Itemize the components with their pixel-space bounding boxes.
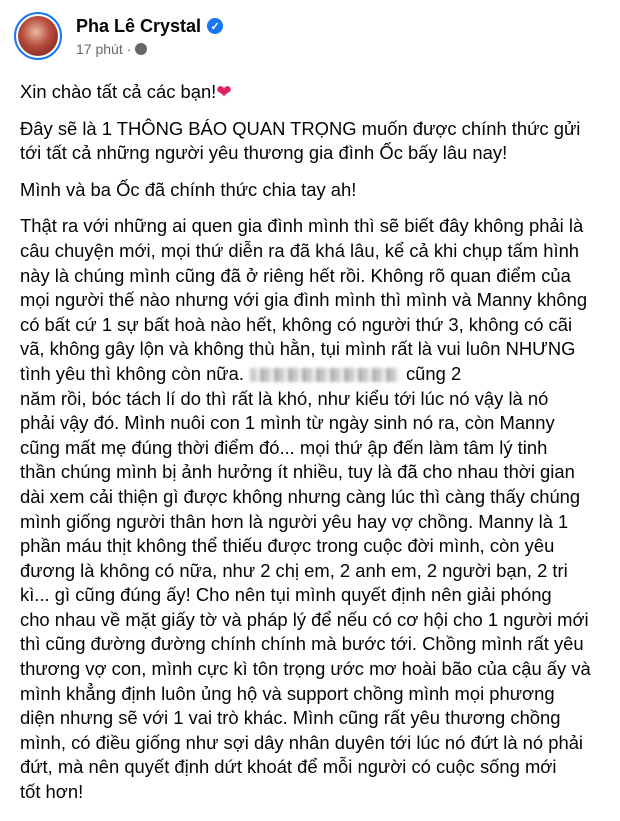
line-text: mình khẳng định luôn ủng hộ và support chồng mình mọi phương: [20, 682, 555, 704]
line-text: Mình và ba Ốc đã chính thức chia tay ah!: [20, 178, 357, 200]
avatar[interactable]: [14, 12, 62, 60]
text-line: [20, 583, 591, 608]
text-line: [20, 608, 591, 633]
post-paragraph: [20, 117, 591, 166]
line-text: cho nhau về mặt giấy tờ và pháp lý để nếu có cơ hội cho 1 người mới: [20, 608, 589, 630]
text-line: [20, 264, 591, 289]
line-text: đứt, mà nên quyết định dứt khoát để mỗi người có cuộc sống mới: [20, 756, 557, 778]
text-line: [20, 313, 591, 338]
line-text: dài xem cải thiện gì được không nhưng càng lúc thì càng thấy chúng: [20, 485, 581, 507]
line-text: thương vợ con, mình cực kì tôn trọng ước mơ hoài bão của cậu ấy và: [20, 658, 591, 680]
post-paragraph: [20, 214, 591, 804]
line-text: mình, có điều giống như sợi dây nhân duyên tới lúc nó đứt là nó phải: [20, 731, 584, 753]
line-text: phần máu thịt không thể thiếu được trong cuộc đời mình, còn yêu: [20, 535, 555, 557]
text-line: [20, 682, 591, 707]
blurred-text: [250, 368, 400, 382]
text-line: [20, 387, 591, 412]
post-time[interactable]: 17 phút: [76, 40, 123, 57]
post-body: [20, 80, 591, 817]
line-text: này là chúng mình cũng đã ở riêng hết rồi. Không rõ quan điểm của: [20, 264, 571, 286]
text-line: [20, 436, 591, 461]
text-line: [20, 780, 591, 805]
globe-icon: [135, 43, 147, 55]
text-line: [20, 706, 591, 731]
text-line: [20, 80, 591, 105]
post-paragraph: [20, 178, 591, 203]
line-text: kì... gì cũng đúng ấy! Cho nên tụi mình quyết định nên giải phóng: [20, 584, 552, 606]
text-line: [20, 288, 591, 313]
line-text: tốt hơn!: [20, 781, 84, 803]
text-line: [20, 362, 591, 387]
post-header: [14, 12, 223, 60]
line-text: cũng mất mẹ đúng thời điểm đó... mọi thứ ập đến làm tâm lý tinh: [20, 436, 548, 458]
line-text: Thật ra với những ai quen gia đình mình thì sẽ biết đây không phải là: [20, 215, 584, 237]
heart-emoji: ❤: [216, 81, 232, 102]
text-line: [20, 178, 591, 203]
text-line: [20, 460, 591, 485]
text-line: [20, 559, 591, 584]
line-text: đương là không có nữa, như 2 chị em, 2 anh em, 2 người bạn, 2 tri: [20, 559, 568, 581]
text-line: [20, 485, 591, 510]
line-text: Xin chào tất cả các bạn!: [20, 81, 217, 102]
text-line: [20, 731, 591, 756]
text-line: [20, 632, 591, 657]
line-text: năm rồi, bóc tách lí do thì rất là khó, như kiểu tới lúc nó vậy là nó: [20, 387, 549, 409]
post-paragraph: [20, 80, 591, 105]
line-text: Đây sẽ là 1 THÔNG BÁO QUAN TRỌNG muốn được chính thức gửi: [20, 117, 581, 139]
text-line: [20, 755, 591, 780]
line-text: có bất cứ 1 sự bất hoà nào hết, không có người thứ 3, không có cãi: [20, 313, 573, 335]
text-line: [20, 117, 591, 142]
line-text: thì cũng đường đường chính chính mà bước tới. Chồng mình rất yêu: [20, 633, 584, 655]
text-line: [20, 214, 591, 239]
line-text: mình giống người thân hơn là người yêu hay vợ chồng. Manny là 1: [20, 510, 569, 532]
line-text: cũng 2: [405, 362, 462, 384]
line-text: phải vậy đó. Mình nuôi con 1 mình từ ngày sinh nó ra, còn Manny: [20, 412, 555, 434]
text-line: [20, 411, 591, 436]
line-text: câu chuyện mới, mọi thứ diễn ra đã khá lâu, kể cả khi chụp tấm hình: [20, 239, 580, 261]
text-line: [20, 657, 591, 682]
line-text: diện nhưng sẽ với 1 vai trò khác. Mình cũng rất yêu thương chồng: [20, 707, 561, 729]
text-line: [20, 239, 591, 264]
verified-badge-icon: ✓: [207, 18, 223, 34]
line-text: vã, không gây lộn và không thù hằn, tụi mình rất là vui luôn NHƯNG: [20, 338, 576, 360]
text-line: [20, 337, 591, 362]
line-text: tình yêu thì không còn nữa.: [20, 362, 244, 384]
separator: ·: [126, 40, 132, 57]
author-name[interactable]: Pha Lê Crystal: [76, 15, 202, 36]
line-text: thần chúng mình bị ảnh hưởng ít nhiều, tuy là đã cho nhau thời gian: [20, 461, 575, 483]
text-line: [20, 141, 591, 166]
line-text: tới tất cả những người yêu thương gia đình Ốc bấy lâu nay!: [20, 142, 508, 164]
line-text: mọi người thế nào nhưng với gia đình mình thì mình và Manny không: [20, 289, 588, 311]
text-line: [20, 534, 591, 559]
text-line: [20, 510, 591, 535]
